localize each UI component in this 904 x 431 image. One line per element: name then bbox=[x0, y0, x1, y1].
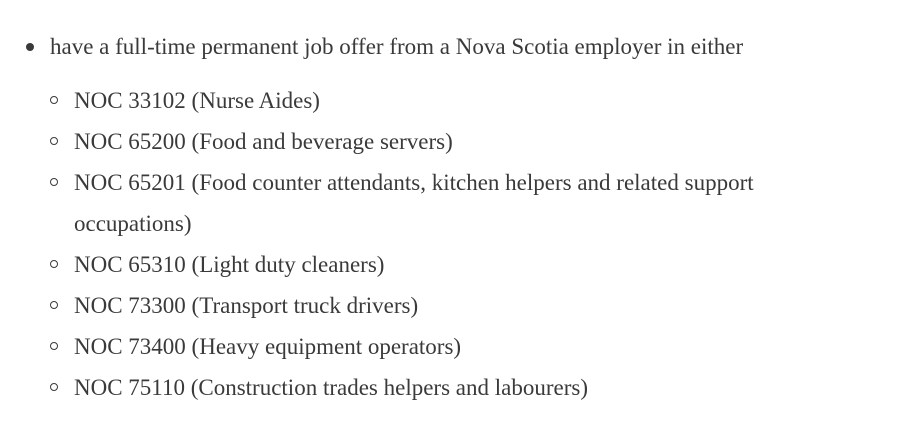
noc-item bbox=[0, 162, 864, 244]
noc-item bbox=[0, 285, 864, 326]
hollow-bullet-icon bbox=[50, 96, 58, 104]
hollow-bullet-icon bbox=[50, 383, 58, 391]
noc-item-text: NOC 65200 (Food and beverage servers) bbox=[74, 129, 453, 154]
hollow-bullet-icon bbox=[50, 178, 58, 186]
noc-item bbox=[0, 367, 864, 408]
hollow-bullet-icon bbox=[50, 137, 58, 145]
noc-item-text: NOC 65310 (Light duty cleaners) bbox=[74, 252, 385, 277]
noc-item-text: NOC 73400 (Heavy equipment operators) bbox=[74, 334, 462, 359]
noc-item-text: NOC 65201 (Food counter attendants, kitchen helpers and related support occupations) bbox=[74, 170, 754, 236]
list-item-text: have a full-time permanent job offer from a Nova Scotia employer in either bbox=[50, 34, 744, 59]
hollow-bullet-icon bbox=[50, 301, 58, 309]
noc-item-text: NOC 73300 (Transport truck drivers) bbox=[74, 293, 419, 318]
noc-item bbox=[0, 80, 864, 121]
hollow-bullet-icon bbox=[50, 260, 58, 268]
hollow-bullet-icon bbox=[50, 342, 58, 350]
noc-item bbox=[0, 244, 864, 285]
noc-item-text: NOC 33102 (Nurse Aides) bbox=[74, 88, 320, 113]
noc-item bbox=[0, 121, 864, 162]
noc-item bbox=[0, 326, 864, 367]
noc-list bbox=[50, 80, 904, 408]
filled-bullet-icon bbox=[26, 43, 34, 51]
noc-item-text: NOC 75110 (Construction trades helpers and labourers) bbox=[74, 375, 588, 400]
